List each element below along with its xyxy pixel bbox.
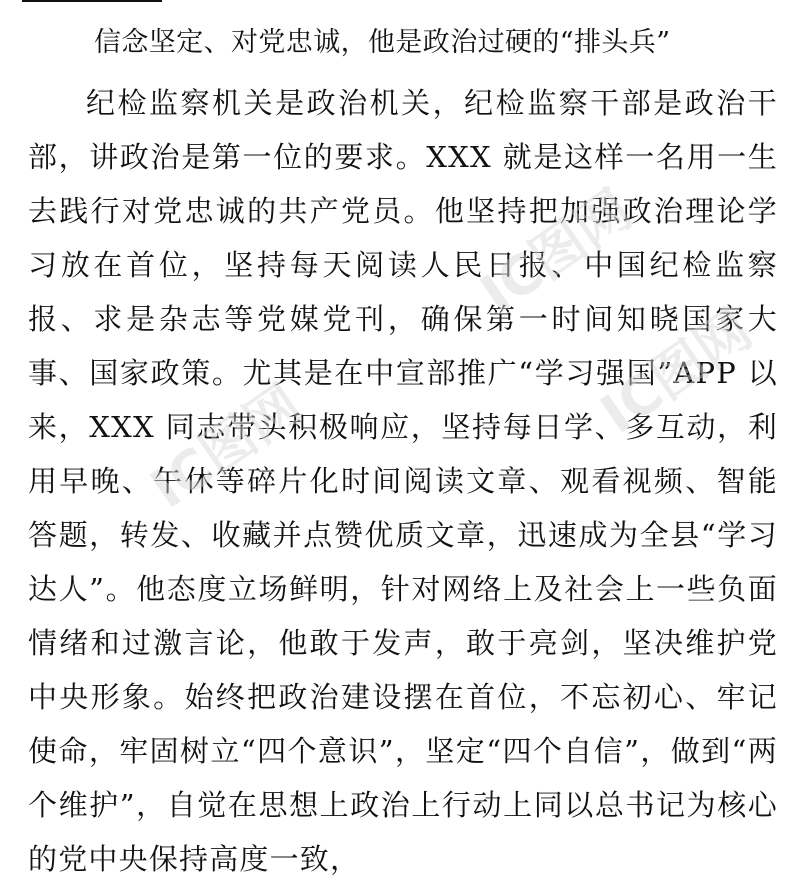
body-paragraph: 纪检监察机关是政治机关，纪检监察干部是政治干部，讲政治是第一位的要求。XXX 就是这样一名用一生去践行对党忠诚的共产党员。他坚持把加强政治理论学习放在首位，坚持每天阅读人民日报、中国纪检监察报、求是杂志等党媒党刊，确保第一时间知晓国家大事、国家政策。尤其是在中宣部推广“学习强国”APP 以来，XXX 同志带头积极响应，坚持每日学、多互动，利用早晚、午休等碎片化时间阅读文章、观看视频、智能答题，转发、收藏并点赞优质文章，迅速成为全县“学习达人”。他态度立场鲜明，针对网络上及社会上一些负面情绪和过激言论，他敢于发声，敢于亮剑，坚决维护党中央形象。始终把政治建设摆在首位，不忘初心、牢记使命，牢固树立“四个意识”，坚定“四个自信”，做到“两个维护”，自觉在思想上政治上行动上同以总书记为核心的党中央保持高度一致， [28, 86, 778, 876]
section-heading: 信念坚定、对党忠诚，他是政治过硬的“排头兵” [94, 27, 671, 58]
watermark-logo: IC图网 [589, 297, 763, 446]
watermark-logo: IC图网 [139, 372, 313, 521]
watermark-logo: IC图网 [469, 177, 643, 326]
